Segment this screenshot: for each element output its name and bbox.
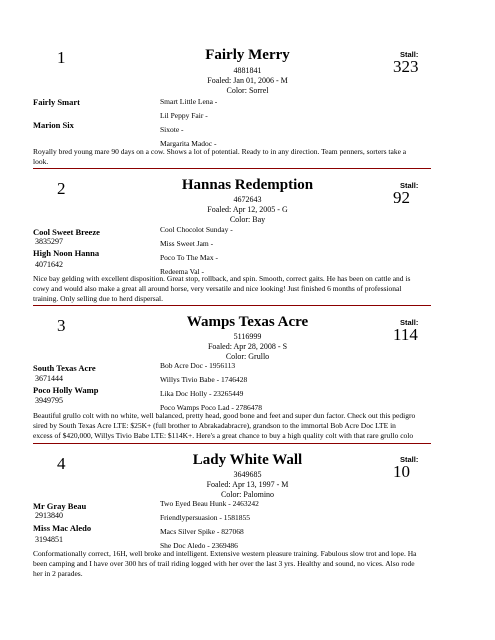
registration-number: 4672643 bbox=[233, 195, 262, 204]
pedigree-line: Sixote - bbox=[160, 125, 184, 134]
stall-label: Stall: bbox=[400, 50, 419, 59]
horse-name: Wamps Texas Acre bbox=[186, 314, 309, 330]
stall-number: 10 bbox=[393, 462, 410, 481]
registration-number: 4881841 bbox=[233, 66, 262, 75]
pedigree-line: Friendlypersuasion - 1581855 bbox=[160, 513, 250, 522]
description-line: look. bbox=[33, 157, 49, 166]
stall-number: 323 bbox=[393, 57, 419, 76]
divider bbox=[33, 305, 431, 306]
stall-label: Stall: bbox=[400, 318, 419, 327]
description-line: sired by South Texas Acre LTE: $25K+ (full brother to Abrakadabracre), grandson to the immortal Bob Acre Doc LTE in bbox=[33, 421, 396, 430]
stall-label: Stall: bbox=[400, 181, 419, 190]
sire-name: Fairly Smart bbox=[33, 97, 80, 107]
pedigree-line: Poco To The Max - bbox=[160, 253, 218, 262]
dam-name: High Noon Hanna bbox=[33, 248, 100, 258]
sire-registration: 2913840 bbox=[35, 511, 63, 520]
sire-name: Cool Sweet Breeze bbox=[33, 227, 100, 237]
pedigree-line: Bob Acre Doc - 1956113 bbox=[160, 361, 236, 370]
pedigree-line: Lika Doc Holly - 23265449 bbox=[160, 389, 244, 398]
pedigree-line: Poco Wamps Poco Lad - 2786478 bbox=[160, 403, 262, 412]
horse-color: Color: Bay bbox=[229, 215, 266, 224]
description-line: cowy and would also make a great all around horse, very versatile and nice looking! Just finished 6 months of professional bbox=[33, 284, 402, 293]
foaled-date: Foaled: Apr 13, 1997 - M bbox=[206, 480, 289, 489]
pedigree-line: Two Eyed Beau Hunk - 2463242 bbox=[160, 499, 259, 508]
dam-name: Miss Mac Aledo bbox=[33, 523, 92, 533]
horse-name: Hannas Redemption bbox=[181, 177, 314, 193]
lot-number: 2 bbox=[57, 179, 66, 198]
description bbox=[33, 147, 433, 167]
description-line: training. Only selling due to herd dispersal. bbox=[33, 294, 163, 303]
dam-registration: 3949795 bbox=[35, 396, 63, 405]
description-line: Royally bred young mare 90 days on a cow. Shows a lot of potential. Ready to in any direction. Team penners, sorters take a bbox=[33, 147, 407, 156]
pedigree-line: Lil Peppy Fair - bbox=[160, 111, 208, 120]
pedigree-line: Willys Tivio Babe - 1746428 bbox=[160, 375, 248, 384]
sire-name: South Texas Acre bbox=[33, 363, 96, 373]
dam-registration: 4071642 bbox=[35, 260, 63, 269]
foaled-date: Foaled: Jan 01, 2006 - M bbox=[207, 76, 288, 85]
lot-number: 1 bbox=[57, 48, 66, 67]
description-line: been camping and I have over 300 hrs of trail riding logged with her over the last 3 yrs. Healthy and sound, no vices. Also rode bbox=[33, 559, 415, 568]
description-line: Nice bay gelding with excellent disposition. Great stop, rollback, and spin. Smooth, correct gaits. He has been on cattle and is bbox=[33, 274, 411, 283]
lot-number: 4 bbox=[57, 454, 66, 473]
horse-color: Color: Grullo bbox=[225, 352, 270, 361]
description-line: Beautiful grullo colt with no white, well balanced, pretty head, good bone and feet and super dun factor. Check out this pedigro bbox=[33, 411, 416, 420]
description-line: excess of $420,000, Willys Tivio Babe LTE: $114K+. Here's a great chance to buy a high quality colt with that rare grullo colo bbox=[33, 431, 414, 440]
description bbox=[33, 411, 433, 441]
divider bbox=[33, 168, 431, 169]
foaled-date: Foaled: Apr 28, 2008 - S bbox=[207, 342, 288, 351]
horse-color: Color: Sorrel bbox=[226, 86, 269, 95]
pedigree-line: Cool Chocolot Sunday - bbox=[160, 225, 233, 234]
pedigree-line: Margarita Madoc - bbox=[160, 139, 217, 148]
pedigree-line: Macs Silver Spike - 827068 bbox=[160, 527, 244, 536]
foaled-date: Foaled: Apr 12, 2005 - G bbox=[207, 205, 288, 214]
registration-number: 5116999 bbox=[233, 332, 262, 341]
stall-number: 92 bbox=[393, 188, 410, 207]
description-line: Conformationally correct, 16H, well broke and intelligent. Extensive western pleasure training. Fabulous slow trot and lope. Ha bbox=[33, 549, 417, 558]
registration-number: 3649685 bbox=[233, 470, 262, 479]
dam-registration: 3194851 bbox=[35, 535, 63, 544]
sire-registration: 3671444 bbox=[35, 374, 63, 383]
pedigree-line: Redeema Val - bbox=[160, 267, 205, 276]
pedigree-line: Smart Little Lena - bbox=[160, 97, 218, 106]
stall-number: 114 bbox=[393, 325, 418, 344]
dam-name: Marion Six bbox=[33, 120, 74, 130]
pedigree-line: Miss Sweet Jam - bbox=[160, 239, 214, 248]
lot-number: 3 bbox=[57, 316, 66, 335]
sire-registration: 3835297 bbox=[35, 237, 63, 246]
horse-color: Color: Palomino bbox=[220, 490, 275, 499]
horse-name: Lady White Wall bbox=[192, 452, 303, 468]
divider bbox=[33, 443, 431, 444]
horse-name: Fairly Merry bbox=[205, 47, 290, 63]
dam-name: Poco Holly Wamp bbox=[33, 385, 99, 395]
pedigree-line: She Doc Aledo - 2369486 bbox=[160, 541, 238, 550]
sire-name: Mr Gray Beau bbox=[33, 501, 87, 511]
stall-label: Stall: bbox=[400, 455, 419, 464]
description bbox=[33, 274, 433, 304]
description-line: her in 2 parades. bbox=[33, 569, 83, 578]
description bbox=[33, 549, 433, 579]
